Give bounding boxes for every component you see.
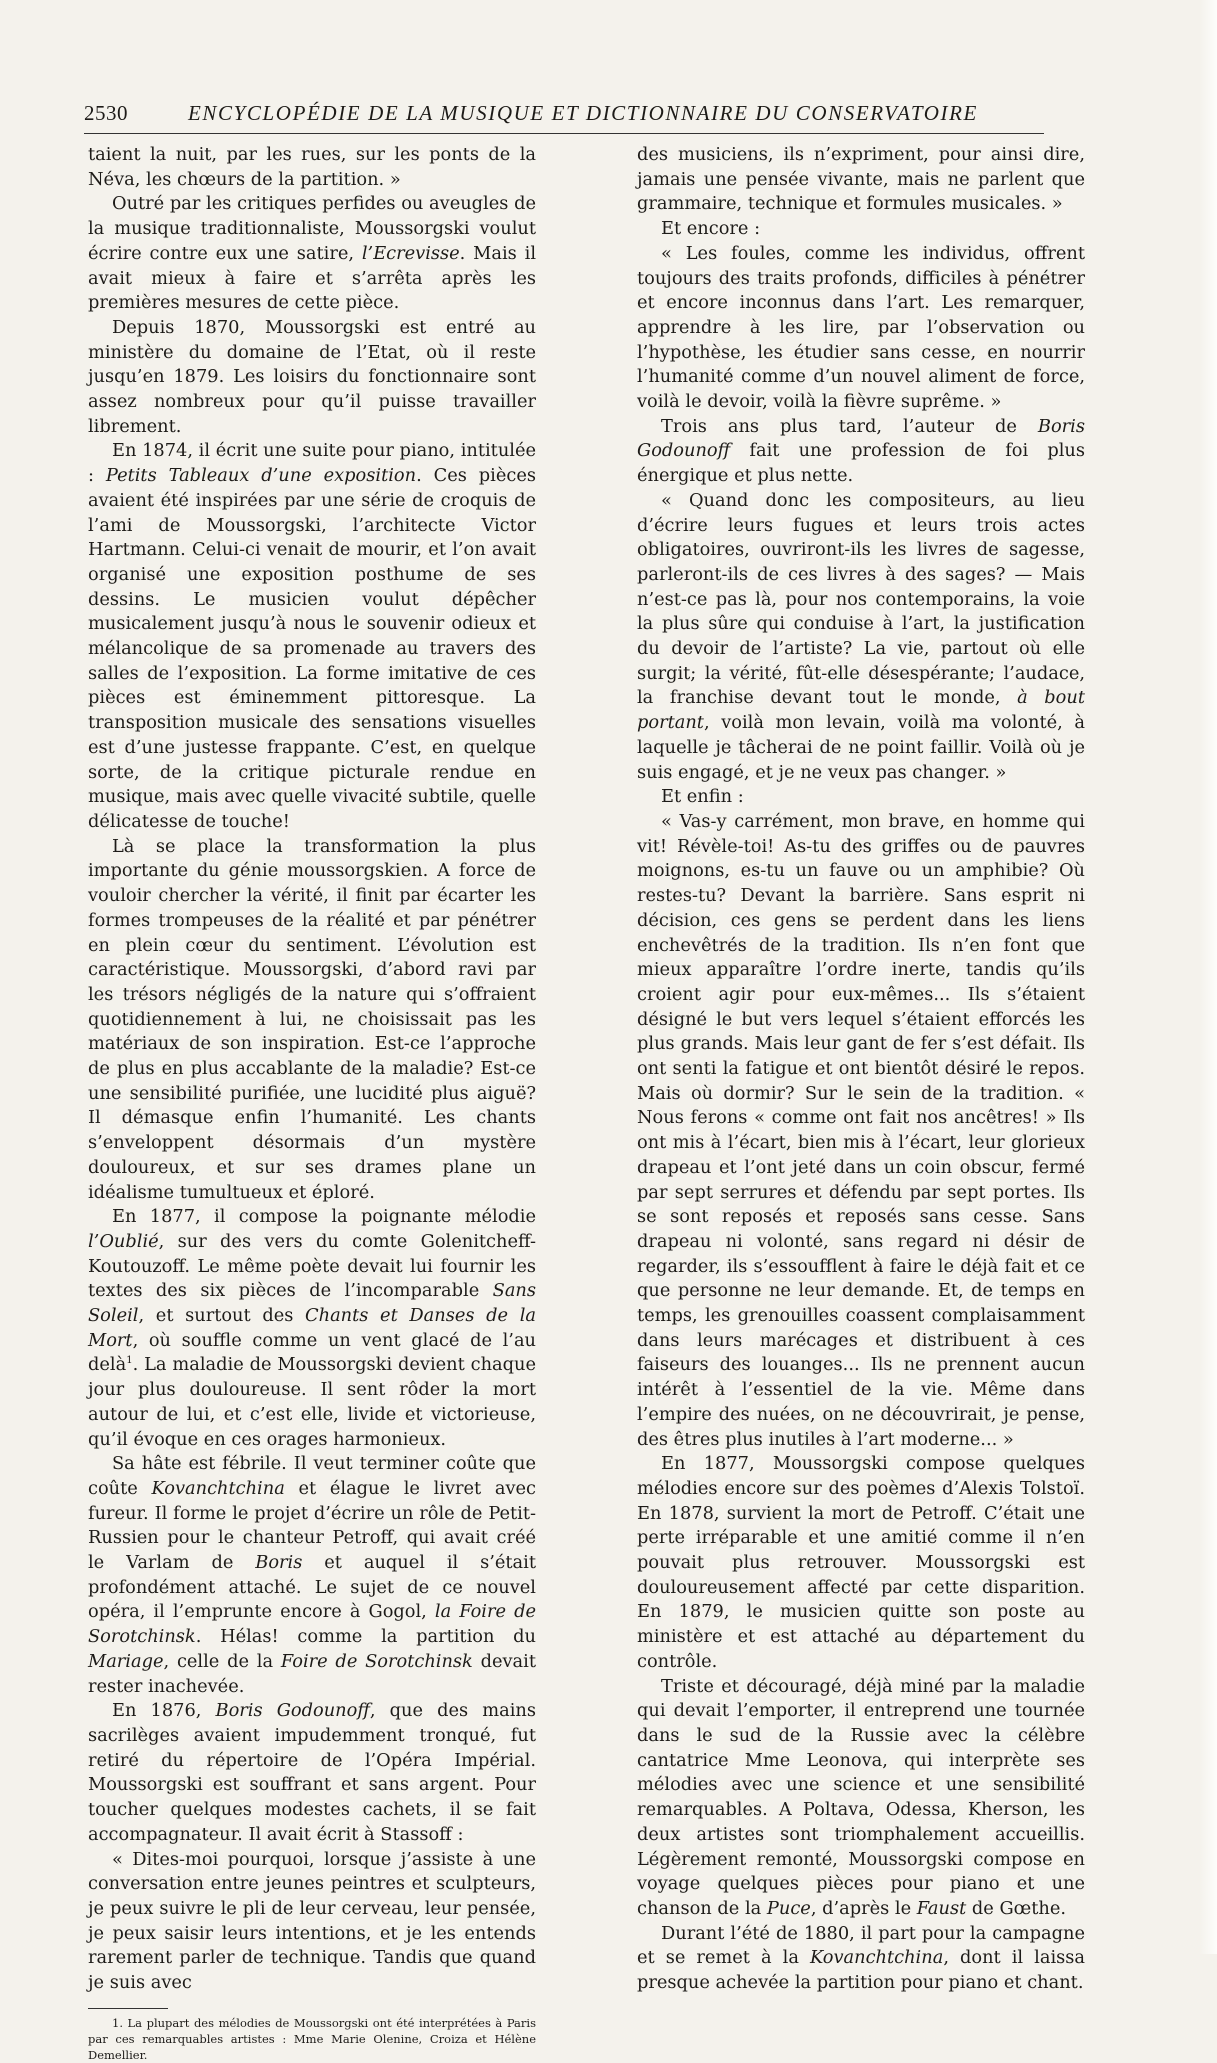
- paragraph: Là se place la transformation la plus importante du génie moussorgskien. A force de vouloir chercher la vérité, il finit par écarter les formes trompeuses de la réalité et par pénétrer en plein cœur du sentiment. L’évolution est caractéristique. Moussorgski, d’abord ravi par les trésors négligés de la nature qui s’offraient quotidiennement à lui, ne choisissait pas les matériaux de son inspiration. Est-ce l’approche de plus en plus accablante de la maladie? Est-ce une sensibilité purifiée, une lucidité plus aiguë? Il démasque enfin l’humanité. Les chants s’enveloppent désormais d’un mystère douloureux, et sur ses drames plane un idéalisme tumultueux et éploré.: [88, 835, 536, 1203]
- right-column: [637, 143, 1085, 1996]
- paragraph: Durant l’été de 1880, il part pour la campagne et se remet à la Kovanchtchina, dont il laissa presque achevée la partition pour piano et chant.: [637, 1922, 1085, 1994]
- footnote-marker: 1: [126, 1355, 133, 1367]
- paragraph: Depuis 1870, Moussorgski est entré au ministère du domaine de l’Etat, où il reste jusqu’en 1879. Les loisirs du fonctionnaire sont assez nombreux pour qu’il puisse travailler librement.: [88, 316, 536, 437]
- paragraph: « Les foules, comme les individus, offrent toujours des traits profonds, difficiles à pénétrer et encore inconnus dans l’art. Les remarquer, apprendre à les lire, par l’observation ou l’hypothèse, les étudier sans cesse, en nourrir l’humanité comme d’un nouvel aliment de force, voilà le devoir, voilà la fièvre suprême. »: [637, 242, 1085, 413]
- paragraph: des musiciens, ils n’expriment, pour ainsi dire, jamais une pensée vivante, mais ne parlent que grammaire, technique et formules musicales. »: [637, 144, 1085, 215]
- paragraph: Triste et découragé, déjà miné par la maladie qui devait l’emporter, il entreprend une tournée dans le sud de la Russie avec la célèbre cantatrice Mme Leonova, qui interprète ses mélodies avec une science et une sensibilité remarquables. A Poltava, Odessa, Kherson, les deux artistes sont triomphalement accueillis. Légèrement remonté, Moussorgski compose en voyage quelques pièces pour piano et une chanson de la Puce, d’après le Faust de Gœthe.: [637, 1675, 1085, 1919]
- paragraph: Sa hâte est fébrile. Il veut terminer coûte que coûte Kovanchtchina et élague le livret avec fureur. Il forme le projet d’écrire un rôle de Petit-Russien pour le chanteur Petroff, qui avait créé le Varlam de Boris et auquel il s’était profondément attaché. Le sujet de ce nouvel opéra, il l’emprunte encore à Gogol, la Foire de Sorotchinsk. Hélas! comme la partition du Mariage, celle de la Foire de Sorotchinsk devait rester inachevée.: [88, 1453, 537, 1697]
- paragraph: « Dites-moi pourquoi, lorsque j’assiste à une conversation entre jeunes peintres et sculpteurs, je peux suivre le pli de leur cerveau, leur pensée, je peux saisir leurs intentions, et je les entends rarement parler de technique. Tandis que quand je suis avec: [88, 1848, 536, 1994]
- left-column: [88, 143, 536, 2063]
- paragraph: Et encore :: [661, 218, 761, 240]
- header-rule: [84, 133, 1044, 134]
- paragraph: Trois ans plus tard, l’auteur de Boris Godounoff fait une profession de foi plus énergique et plus nette.: [637, 415, 1085, 487]
- page-edge: [1199, 0, 1217, 1954]
- paragraph: Et enfin :: [661, 786, 744, 808]
- paragraph: Outré par les critiques perfides ou aveugles de la musique traditionnaliste, Moussorgski voulut écrire contre eux une satire, l’Ecrevisse. Mais il avait mieux à faire et s’arrêta après les premières mesures de cette pièce.: [88, 193, 537, 314]
- paragraph: « Quand donc les compositeurs, au lieu d’écrire leurs fugues et leurs trois actes obligatoires, ouvriront-ils les livres de sagesse, parleront-ils de ces livres à des sages? — Mais n’est-ce pas là, pour nos contemporains, la voie la plus sûre qui conduise à l’art, la justification du devoir de l’artiste? La vie, partout où elle surgit; la vérité, fût-elle désespérante; l’audace, la franchise devant tout le monde, à bout portant, voilà mon levain, voilà ma volonté, à laquelle je tâcherai de ne point faillir. Voilà où je suis engagé, et je ne veux pas changer. »: [637, 489, 1085, 783]
- paragraph: En 1876, Boris Godounoff, que des mains sacrilèges avaient impudemment tronqué, fut retiré du répertoire de l’Opéra Impérial. Moussorgski est souffrant et sans argent. Pour toucher quelques modestes cachets, il se fait accompagnateur. Il avait écrit à Stassoff :: [88, 1700, 536, 1845]
- running-title: ENCYCLOPÉDIE DE LA MUSIQUE ET DICTIONNAIRE DU CONSERVATOIRE: [188, 101, 978, 125]
- paragraph: En 1877, Moussorgski compose quelques mélodies encore sur des poèmes d’Alexis Tolstoï. En 1878, survient la mort de Petroff. C’était une perte irréparable et une amitié comme il n’en pouvait plus retrouver. Moussorgski est douloureusement affecté par cette disparition. En 1879, le musicien quitte son poste au ministère et est attaché au département du contrôle.: [637, 1453, 1085, 1672]
- running-header: [84, 101, 1044, 131]
- paragraph: taient la nuit, par les rues, sur les ponts de la Néva, les chœurs de la partition. »: [88, 144, 536, 190]
- paragraph: En 1874, il écrit une suite pour piano, intitulée : Petits Tableaux d’une exposition. Ces pièces avaient été inspirées par une série de croquis de l’ami de Moussorgski, l’architecte Victor Hartmann. Celui-ci venait de mourir, et l’on avait organisé une exposition posthume de ses dessins. Le musicien voulut dépêcher musicalement jusqu’à nous le souvenir odieux et mélancolique de sa promenade au travers des salles de l’exposition. La forme imitative de ces pièces est éminemment pittoresque. La transposition musicale des sensations visuelles est d’une justesse frappante. C’est, en quelque sorte, de la critique picturale rendue en musique, mais avec quelle vivacité subtile, quelle délicatesse de touche!: [88, 440, 536, 832]
- paragraph: « Vas-y carrément, mon brave, en homme qui vit! Révèle-toi! As-tu des griffes ou de pauvres moignons, es-tu un fauve ou un amphibie? Où restes-tu? Devant la barrière. Sans esprit ni décision, ces gens se perdent dans les liens enchevêtrés de la tradition. Ils n’en font que mieux apparaître l’ordre inerte, tandis qu’ils croient agir pour eux-mêmes... Ils s’étaient désigné le but vers lequel s’étaient efforcés les plus grands. Mais leur gant de fer s’est défait. Ils ont senti la fatigue et ont bientôt désiré le repos. Mais où dormir? Sur le sein de la tradition. « Nous ferons « comme ont fait nos ancêtres! » Ils ont mis à l’écart, bien mis à l’écart, leur glorieux drapeau et l’ont jeté dans un coin obscur, fermé par sept serrures et défendu par sept portes. Ils se sont reposés et reposés sans cesse. Sans drapeau ni volonté, sans regard ni désir de regarder, ils s’essoufflent à faire le déjà fait et ce que personne ne leur demande. Et, de temps en temps, les grenouilles coassent complaisamment dans leurs marécages et distribuent à ces faiseurs des louanges... Ils ne prennent aucun intérêt à l’essentiel de la vie. Même dans l’empire des nuées, on ne découvrirait, je pense, des êtres plus inutiles à l’art moderne... »: [637, 810, 1085, 1450]
- paragraph: En 1877, il compose la poignante mélodie l’Oublié, sur des vers du comte Golenitcheff-Koutouzoff. Le même poète devait lui fournir les textes des six pièces de l’incomparable Sans Soleil, et surtout des Chants et Danses de la Mort, où souffle comme un vent glacé de l’au delà$^1$. La maladie de Moussorgski devient chaque jour plus douloureuse. Il sent rôder la mort autour de lui, et c’est elle, livide et victorieuse, qu’il évoque en ces orages harmonieux.: [88, 1206, 536, 1450]
- footnote-rule: [88, 2008, 168, 2009]
- page-number: 2530: [84, 101, 128, 125]
- footnote: 1. La plupart des mélodies de Moussorgski ont été interprétées à Paris par ces remarquables artistes : Mme Marie Olenine, Croiza et Hélène Demellier.: [88, 2015, 536, 2062]
